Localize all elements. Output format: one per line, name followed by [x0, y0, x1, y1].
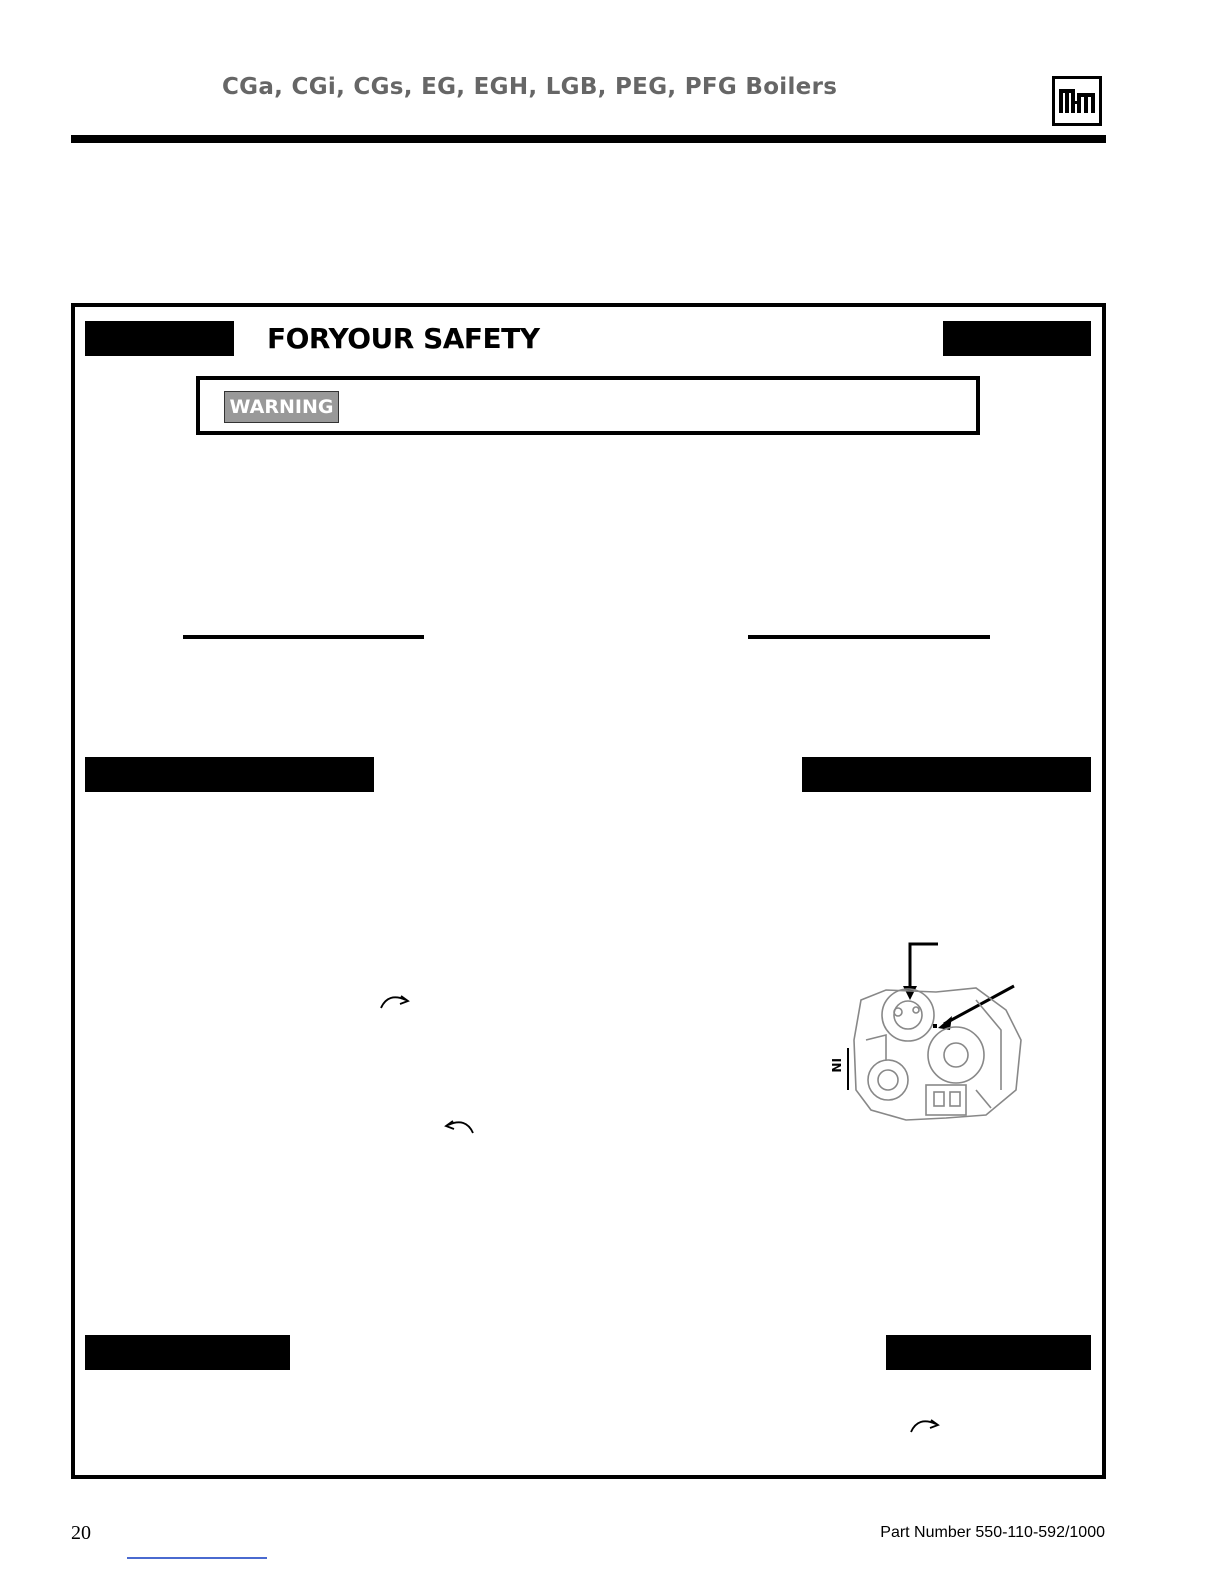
counterclockwise-arrow-icon — [440, 1115, 476, 1137]
weil-mclain-logo — [1052, 76, 1102, 126]
part-number: Part Number 550-110-592/1000 — [880, 1524, 1105, 1541]
page-number: 20 — [71, 1522, 91, 1544]
document-header-title: CGa, CGi, CGs, EG, EGH, LGB, PEG, PFG Boilers — [222, 74, 838, 100]
rule-right — [748, 635, 990, 639]
title-bar-right — [943, 321, 1091, 356]
warning-label: WARNING — [224, 391, 339, 423]
title-bar-left — [85, 321, 234, 356]
clockwise-arrow-icon-2 — [908, 1414, 944, 1436]
turn-off-bar-left — [85, 1335, 290, 1370]
safety-title: FORYOUR SAFETY — [267, 322, 540, 355]
rule-left — [183, 635, 424, 639]
turn-off-bar-right — [886, 1335, 1091, 1370]
section-bar-right — [802, 757, 1091, 792]
link-underline[interactable] — [127, 1557, 267, 1559]
gas-valve-figure — [826, 940, 1026, 1140]
logo-mark-icon — [1055, 79, 1099, 123]
clockwise-arrow-icon — [378, 990, 414, 1012]
safety-instructions-frame — [71, 303, 1106, 1479]
inlet-marker-label: IN — [829, 1058, 843, 1073]
section-bar-left — [85, 757, 374, 792]
header-rule — [71, 135, 1106, 143]
